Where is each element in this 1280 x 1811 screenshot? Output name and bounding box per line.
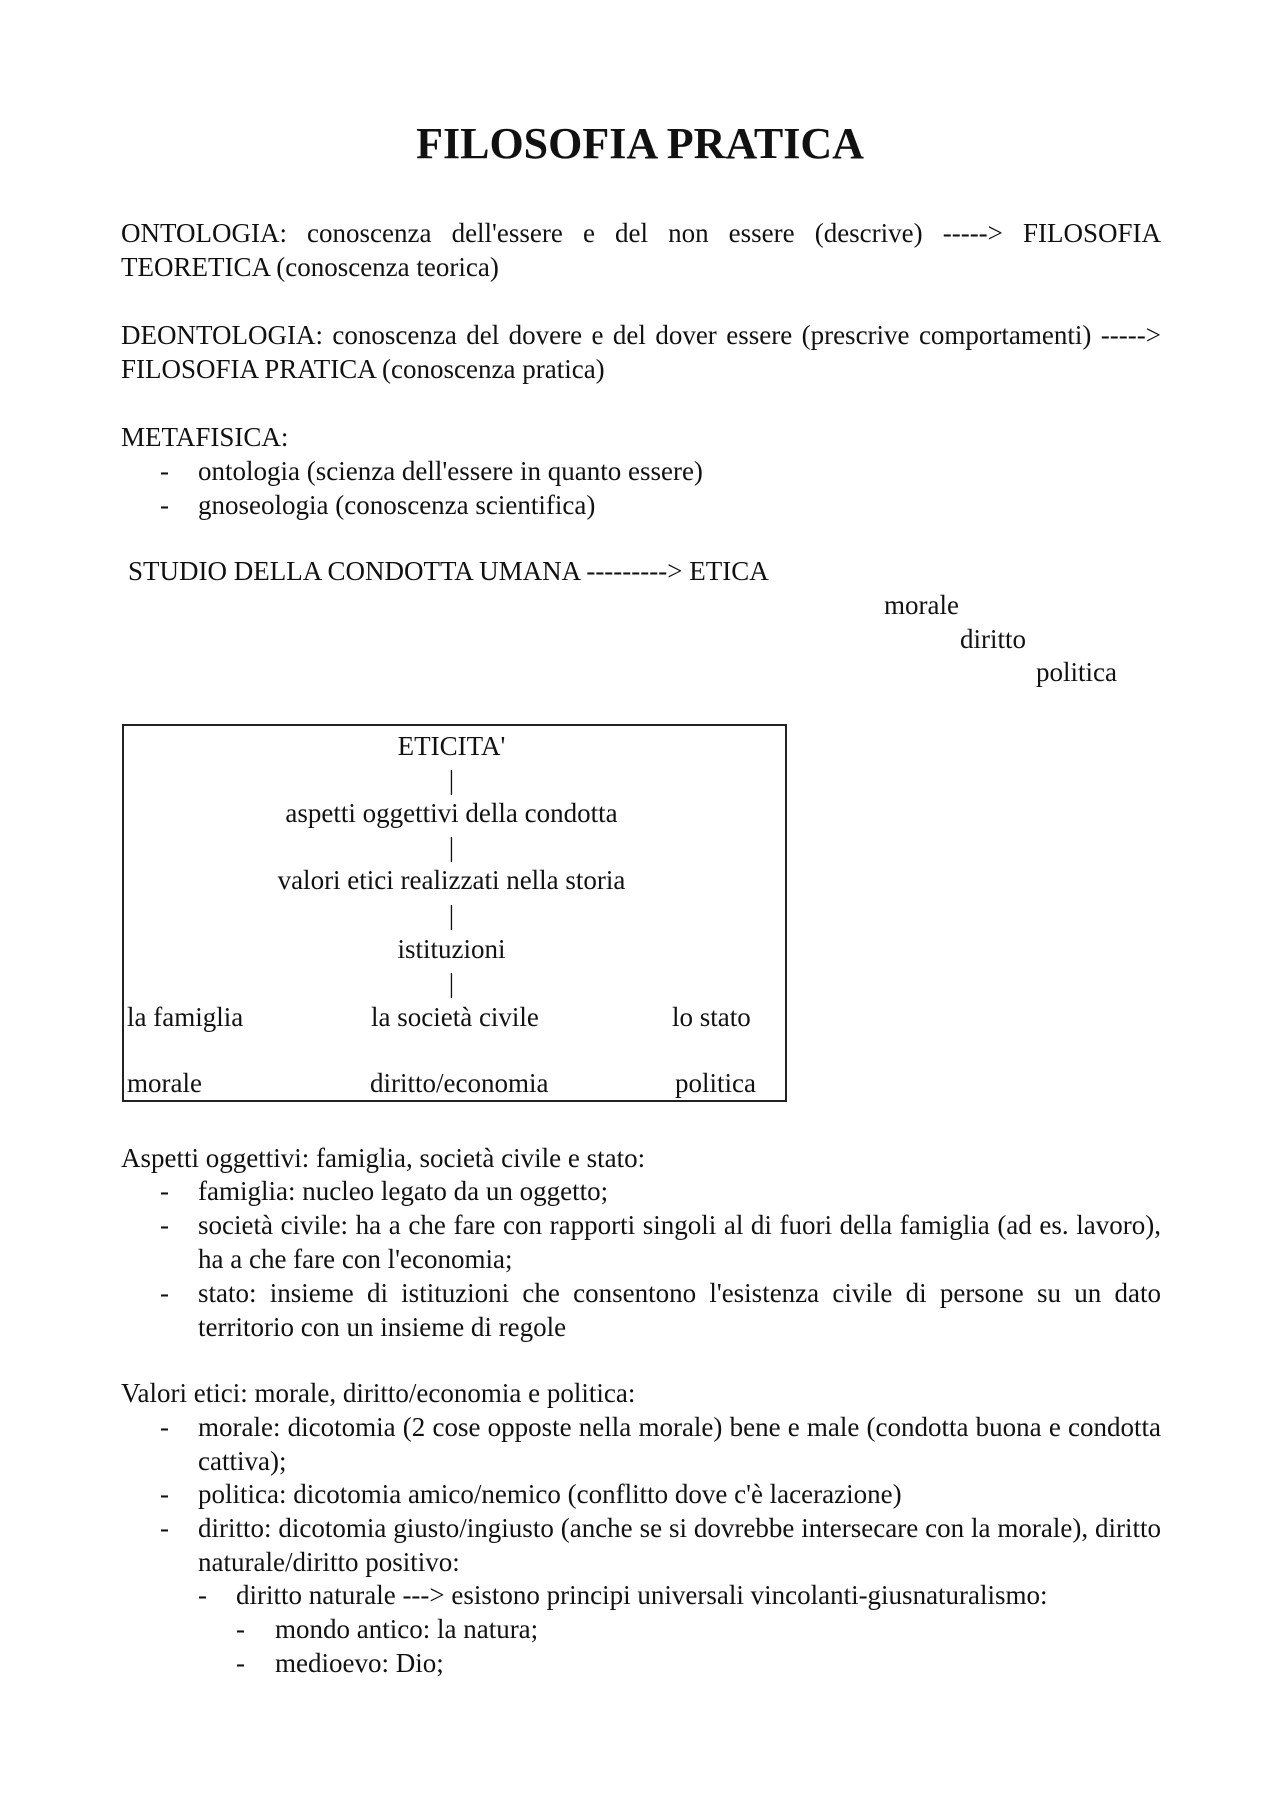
valori-item: politica: dicotomia amico/nemico (conflitto dove c'è lacerazione) [198,1479,902,1509]
metafisica-heading: METAFISICA: [121,422,289,452]
etica-branch-morale: morale [884,590,959,620]
domain-morale: morale [127,1068,202,1098]
aspetti-heading: Aspetti oggettivi: famiglia, società civile e stato: [121,1143,646,1173]
institution-stato: lo stato [672,1002,751,1032]
page-title: FILOSOFIA PRATICA [416,119,864,168]
bullet-dash: - [160,490,169,520]
ontologia-paragraph: ONTOLOGIA: conoscenza dell'essere e del non essere (descrive) -----> FILOSOFIA TEORETICA (conoscenza teorica) [121,218,1161,282]
eticita-diagram-box [122,724,787,1102]
institution-famiglia: la famiglia [127,1002,244,1032]
valori-heading: Valori etici: morale, diritto/economia e politica: [121,1378,636,1408]
etica-branch-politica: politica [1036,657,1117,687]
studio-line: STUDIO DELLA CONDOTTA UMANA ---------> ETICA [128,556,769,586]
metafisica-item: gnoseologia (conoscenza scientifica) [198,490,596,520]
valori-sub-item: diritto naturale ---> esistono principi universali vincolanti-giusnaturalismo: [236,1580,1048,1610]
connector-line: | [448,765,455,795]
etica-branch-diritto: diritto [960,624,1026,654]
valori-sub-sub-item: medioevo: Dio; [275,1648,444,1678]
bullet-dash: - [236,1648,245,1678]
domain-politica: politica [675,1068,756,1098]
connector-line: | [448,900,455,930]
connector-line: | [448,832,455,862]
bullet-dash: - [160,1278,169,1308]
eticita-level: aspetti oggettivi della condotta [285,798,618,828]
metafisica-item: ontologia (scienza dell'essere in quanto essere) [198,456,703,486]
deontologia-paragraph: DEONTOLOGIA: conoscenza del dovere e del dover essere (prescrive comportamenti) -----> FILOSOFIA PRATICA (conoscenza pratica) [121,320,1161,384]
eticita-title: ETICITA' [397,731,506,761]
bullet-dash: - [160,1176,169,1206]
bullet-dash: - [160,1210,169,1240]
aspetti-item: società civile: ha a che fare con rapporti singoli al di fuori della famiglia (ad es. lavoro), ha a che fare con l'economia; [198,1210,1161,1274]
bullet-dash: - [160,456,169,486]
eticita-level: valori etici realizzati nella storia [277,865,626,895]
bullet-dash: - [160,1412,169,1442]
valori-sub-sub-item: mondo antico: la natura; [275,1614,539,1644]
bullet-dash: - [198,1580,207,1610]
bullet-dash: - [160,1513,169,1543]
valori-item: morale: dicotomia (2 cose opposte nella morale) bene e male (condotta buona e condotta cattiva); [198,1412,1161,1476]
aspetti-item: stato: insieme di istituzioni che consentono l'esistenza civile di persone su un dato territorio con un insieme di regole [198,1278,1161,1342]
valori-item: diritto: dicotomia giusto/ingiusto (anche se si dovrebbe intersecare con la morale), diritto naturale/diritto positivo: [198,1513,1161,1577]
bullet-dash: - [160,1479,169,1509]
connector-line: | [448,968,455,998]
eticita-level: istituzioni [397,934,506,964]
aspetti-item: famiglia: nucleo legato da un oggetto; [198,1176,609,1206]
domain-diritto-economia: diritto/economia [370,1068,549,1098]
institution-societa-civile: la società civile [371,1002,539,1032]
bullet-dash: - [236,1614,245,1644]
